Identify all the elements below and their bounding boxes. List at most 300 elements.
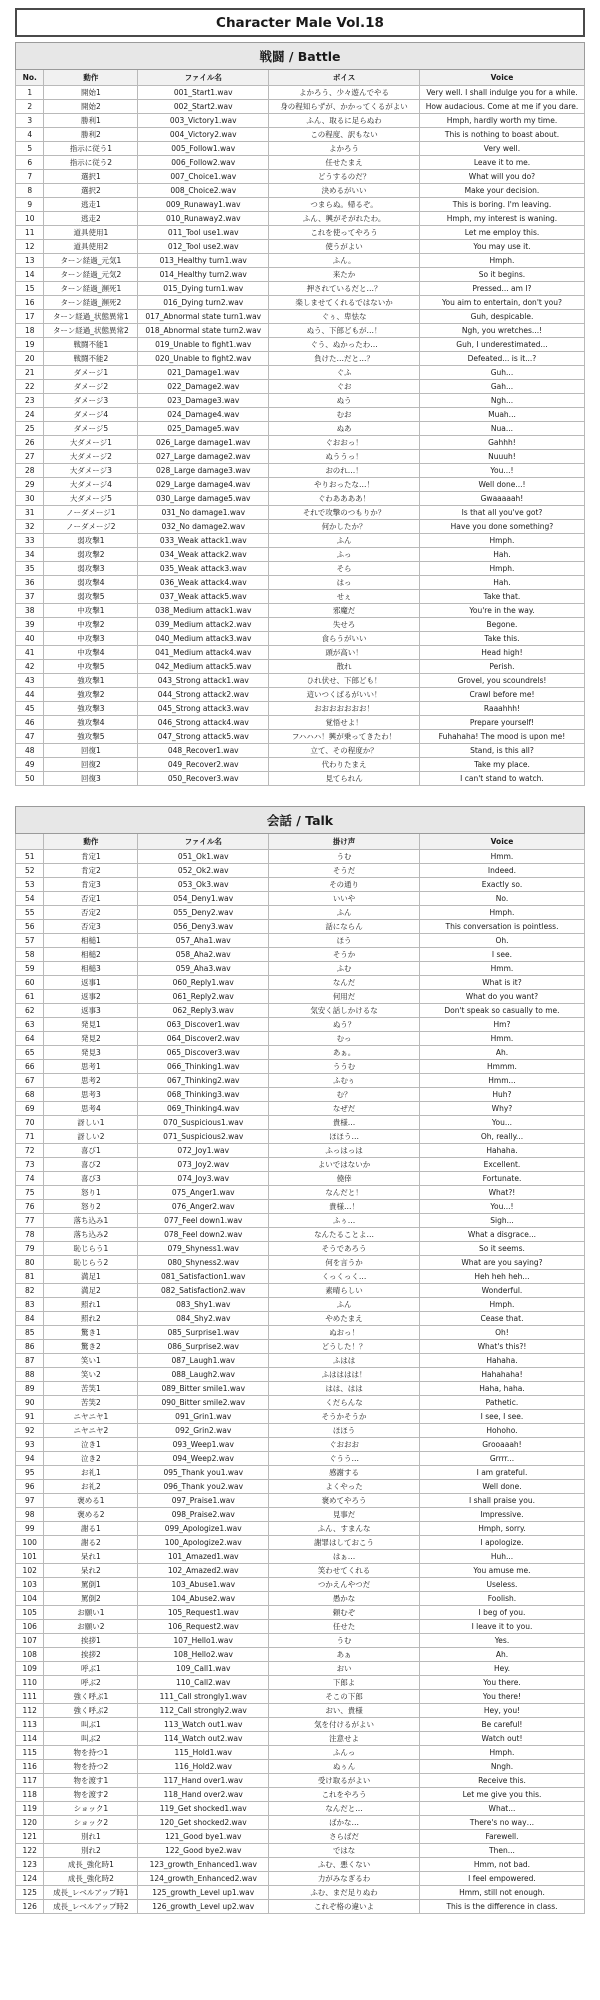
filename-cell: 098_Praise2.wav xyxy=(138,1508,269,1522)
filename-cell: 107_Hello1.wav xyxy=(138,1634,269,1648)
voice-jp-cell: おおおおおおお！ xyxy=(269,702,420,716)
voice-en-cell: Gwaaaaah! xyxy=(419,492,584,506)
filename-cell: 013_Healthy turn1.wav xyxy=(138,254,269,268)
row-number-cell: 85 xyxy=(16,1326,44,1340)
voice-jp-cell: ふん。 xyxy=(269,254,420,268)
row-number-cell: 47 xyxy=(16,730,44,744)
filename-cell: 056_Deny3.wav xyxy=(138,920,269,934)
voice-jp-cell: 素晴らしい xyxy=(269,1284,420,1298)
table-row xyxy=(16,716,585,730)
voice-jp-cell: そうだ xyxy=(269,864,420,878)
table-row xyxy=(16,1018,585,1032)
filename-cell: 101_Amazed1.wav xyxy=(138,1550,269,1564)
filename-cell: 022_Damage2.wav xyxy=(138,380,269,394)
voice-en-cell: Hmm. xyxy=(419,962,584,976)
filename-cell: 028_Large damage3.wav xyxy=(138,464,269,478)
voice-en-cell: Hmph, my interest is waning. xyxy=(419,212,584,226)
action-cell: 怒り1 xyxy=(44,1186,138,1200)
filename-cell: 123_growth_Enhanced1.wav xyxy=(138,1858,269,1872)
voice-jp-cell: そうか xyxy=(269,948,420,962)
table-row xyxy=(16,1844,585,1858)
voice-en-cell: Nuuuh! xyxy=(419,450,584,464)
row-number-cell: 87 xyxy=(16,1354,44,1368)
voice-en-cell: Watch out! xyxy=(419,1732,584,1746)
filename-cell: 016_Dying turn2.wav xyxy=(138,296,269,310)
battle-voice-table xyxy=(15,42,585,786)
table-row xyxy=(16,324,585,338)
action-cell: 物を持つ1 xyxy=(44,1746,138,1760)
table-row xyxy=(16,422,585,436)
row-number-cell: 117 xyxy=(16,1774,44,1788)
row-number-cell: 10 xyxy=(16,212,44,226)
filename-cell: 047_Strong attack5.wav xyxy=(138,730,269,744)
table-row xyxy=(16,976,585,990)
document-title: Character Male Vol.18 xyxy=(15,8,585,37)
filename-cell: 060_Reply1.wav xyxy=(138,976,269,990)
table-row xyxy=(16,1620,585,1634)
row-number-cell: 91 xyxy=(16,1410,44,1424)
filename-cell: 058_Aha2.wav xyxy=(138,948,269,962)
table-row xyxy=(16,1872,585,1886)
table-row xyxy=(16,1186,585,1200)
row-number-cell: 76 xyxy=(16,1200,44,1214)
table-row xyxy=(16,366,585,380)
action-cell: 呼ぶ1 xyxy=(44,1662,138,1676)
column-header-no: No. xyxy=(16,70,44,86)
table-row xyxy=(16,226,585,240)
filename-cell: 099_Apologize1.wav xyxy=(138,1522,269,1536)
filename-cell: 051_Ok1.wav xyxy=(138,850,269,864)
column-header-voice-jp: ボイス xyxy=(269,70,420,86)
table-row xyxy=(16,156,585,170)
row-number-cell: 62 xyxy=(16,1004,44,1018)
action-cell: 相槌3 xyxy=(44,962,138,976)
row-number-cell: 72 xyxy=(16,1144,44,1158)
table-row xyxy=(16,1368,585,1382)
voice-en-cell: So it begins. xyxy=(419,268,584,282)
row-number-cell: 5 xyxy=(16,142,44,156)
voice-jp-cell: 受け取るがよい xyxy=(269,1774,420,1788)
voice-en-cell: Hmm. xyxy=(419,1032,584,1046)
action-cell: 驚き1 xyxy=(44,1326,138,1340)
row-number-cell: 20 xyxy=(16,352,44,366)
action-cell: 訝しい1 xyxy=(44,1116,138,1130)
voice-jp-cell: ぬう？ xyxy=(269,1018,420,1032)
voice-en-cell: Farewell. xyxy=(419,1830,584,1844)
table-row xyxy=(16,310,585,324)
table-row xyxy=(16,1116,585,1130)
row-number-cell: 106 xyxy=(16,1620,44,1634)
filename-cell: 052_Ok2.wav xyxy=(138,864,269,878)
filename-cell: 088_Laugh2.wav xyxy=(138,1368,269,1382)
filename-cell: 082_Satisfaction2.wav xyxy=(138,1284,269,1298)
table-row xyxy=(16,1774,585,1788)
table-row xyxy=(16,1326,585,1340)
filename-cell: 081_Satisfaction1.wav xyxy=(138,1270,269,1284)
table-row xyxy=(16,744,585,758)
action-cell: 成長_強化時1 xyxy=(44,1858,138,1872)
filename-cell: 057_Aha1.wav xyxy=(138,934,269,948)
voice-en-cell: Guh... xyxy=(419,366,584,380)
filename-cell: 100_Apologize2.wav xyxy=(138,1536,269,1550)
table-row xyxy=(16,548,585,562)
row-number-cell: 90 xyxy=(16,1396,44,1410)
voice-en-cell: I apologize. xyxy=(419,1536,584,1550)
row-number-cell: 65 xyxy=(16,1046,44,1060)
filename-cell: 076_Anger2.wav xyxy=(138,1200,269,1214)
filename-cell: 035_Weak attack3.wav xyxy=(138,562,269,576)
voice-jp-cell: うむ xyxy=(269,1634,420,1648)
action-cell: 叫ぶ1 xyxy=(44,1718,138,1732)
voice-jp-cell: ほう xyxy=(269,934,420,948)
table-row xyxy=(16,892,585,906)
voice-jp-cell: ぐおおっ！ xyxy=(269,436,420,450)
voice-en-cell: What is it? xyxy=(419,976,584,990)
filename-cell: 085_Surprise1.wav xyxy=(138,1326,269,1340)
voice-en-cell: This conversation is pointless. xyxy=(419,920,584,934)
table-row xyxy=(16,1312,585,1326)
action-cell: 大ダメージ4 xyxy=(44,478,138,492)
table-row xyxy=(16,1144,585,1158)
voice-jp-cell: ふぅ… xyxy=(269,1214,420,1228)
filename-cell: 075_Anger1.wav xyxy=(138,1186,269,1200)
voice-en-cell: Useless. xyxy=(419,1578,584,1592)
action-cell: 道具使用2 xyxy=(44,240,138,254)
action-cell: 戦闘不能2 xyxy=(44,352,138,366)
filename-cell: 068_Thinking3.wav xyxy=(138,1088,269,1102)
filename-cell: 033_Weak attack1.wav xyxy=(138,534,269,548)
action-cell: 罵倒1 xyxy=(44,1578,138,1592)
voice-jp-cell: むっ xyxy=(269,1032,420,1046)
action-cell: 叫ぶ2 xyxy=(44,1732,138,1746)
table-row xyxy=(16,1564,585,1578)
action-cell: ダメージ5 xyxy=(44,422,138,436)
filename-cell: 061_Reply2.wav xyxy=(138,990,269,1004)
row-number-cell: 51 xyxy=(16,850,44,864)
row-number-cell: 89 xyxy=(16,1382,44,1396)
filename-cell: 065_Discover3.wav xyxy=(138,1046,269,1060)
table-row xyxy=(16,646,585,660)
action-cell: 回復2 xyxy=(44,758,138,772)
table-row xyxy=(16,1088,585,1102)
filename-cell: 103_Abuse1.wav xyxy=(138,1578,269,1592)
voice-jp-cell: ぐわああああ！ xyxy=(269,492,420,506)
table-row xyxy=(16,1788,585,1802)
voice-jp-cell: その通り xyxy=(269,878,420,892)
action-cell: 照れ2 xyxy=(44,1312,138,1326)
action-cell: ターン経過_状態異常2 xyxy=(44,324,138,338)
voice-en-cell: Cease that. xyxy=(419,1312,584,1326)
voice-jp-cell: 決めるがいい xyxy=(269,184,420,198)
row-number-cell: 114 xyxy=(16,1732,44,1746)
table-row xyxy=(16,1102,585,1116)
voice-en-cell: Then... xyxy=(419,1844,584,1858)
table-row xyxy=(16,1858,585,1872)
voice-en-cell: Let me give you this. xyxy=(419,1788,584,1802)
filename-cell: 015_Dying turn1.wav xyxy=(138,282,269,296)
filename-cell: 007_Choice1.wav xyxy=(138,170,269,184)
action-cell: 照れ1 xyxy=(44,1298,138,1312)
voice-en-cell: Ah. xyxy=(419,1046,584,1060)
voice-en-cell: Grovel, you scoundrels! xyxy=(419,674,584,688)
voice-jp-cell: やめたまえ xyxy=(269,1312,420,1326)
row-number-cell: 17 xyxy=(16,310,44,324)
table-row xyxy=(16,758,585,772)
voice-en-cell: Ngh, you wretches...! xyxy=(419,324,584,338)
voice-jp-cell: これをやろう xyxy=(269,1788,420,1802)
voice-en-cell: Very well. I shall indulge you for a while. xyxy=(419,86,584,100)
voice-jp-cell: なんだ xyxy=(269,976,420,990)
voice-en-cell: Wonderful. xyxy=(419,1284,584,1298)
voice-jp-cell: あぁ xyxy=(269,1648,420,1662)
table-row xyxy=(16,1200,585,1214)
action-cell: 満足2 xyxy=(44,1284,138,1298)
voice-en-cell: I see, I see. xyxy=(419,1410,584,1424)
voice-jp-cell: なんだと… xyxy=(269,1802,420,1816)
voice-jp-cell: 貴様…！ xyxy=(269,1200,420,1214)
filename-cell: 003_Victory1.wav xyxy=(138,114,269,128)
voice-en-cell: What a disgrace... xyxy=(419,1228,584,1242)
voice-jp-cell: ふん xyxy=(269,1298,420,1312)
voice-en-cell: Take my place. xyxy=(419,758,584,772)
row-number-cell: 55 xyxy=(16,906,44,920)
row-number-cell: 86 xyxy=(16,1340,44,1354)
filename-cell: 111_Call strongly1.wav xyxy=(138,1690,269,1704)
filename-cell: 120_Get shocked2.wav xyxy=(138,1816,269,1830)
voice-jp-cell: 褒めてやろう xyxy=(269,1494,420,1508)
voice-en-cell: Gah... xyxy=(419,380,584,394)
row-number-cell: 94 xyxy=(16,1452,44,1466)
voice-jp-cell: 任せたまえ xyxy=(269,156,420,170)
table-row xyxy=(16,632,585,646)
voice-jp-cell: 負けた…だと…？ xyxy=(269,352,420,366)
row-number-cell: 103 xyxy=(16,1578,44,1592)
action-cell: ダメージ3 xyxy=(44,394,138,408)
voice-jp-cell: ぬあ xyxy=(269,422,420,436)
table-row xyxy=(16,1578,585,1592)
voice-jp-cell: はっ xyxy=(269,576,420,590)
filename-cell: 071_Suspicious2.wav xyxy=(138,1130,269,1144)
voice-en-cell: Haha, haha. xyxy=(419,1382,584,1396)
voice-en-cell: Stand, is this all? xyxy=(419,744,584,758)
action-cell: 成長_強化時2 xyxy=(44,1872,138,1886)
action-cell: 罵倒2 xyxy=(44,1592,138,1606)
section-gap xyxy=(15,786,585,806)
voice-en-cell: Make your decision. xyxy=(419,184,584,198)
table-row xyxy=(16,1284,585,1298)
action-cell: お礼2 xyxy=(44,1480,138,1494)
filename-cell: 059_Aha3.wav xyxy=(138,962,269,976)
row-number-cell: 126 xyxy=(16,1900,44,1914)
voice-en-cell: Hmm, still not enough. xyxy=(419,1886,584,1900)
table-row xyxy=(16,1592,585,1606)
voice-jp-cell: 頭が高い！ xyxy=(269,646,420,660)
filename-cell: 032_No damage2.wav xyxy=(138,520,269,534)
action-cell: 肯定1 xyxy=(44,850,138,864)
row-number-cell: 49 xyxy=(16,758,44,772)
voice-jp-cell: なぜだ xyxy=(269,1102,420,1116)
talk-section-heading: 会話 / Talk xyxy=(16,807,585,834)
row-number-cell: 15 xyxy=(16,282,44,296)
column-header-voice-en: Voice xyxy=(419,70,584,86)
action-cell: 強く呼ぶ2 xyxy=(44,1704,138,1718)
row-number-cell: 42 xyxy=(16,660,44,674)
voice-jp-cell: 失せろ xyxy=(269,618,420,632)
voice-jp-cell: そら xyxy=(269,562,420,576)
voice-jp-cell: 何用だ xyxy=(269,990,420,1004)
table-row xyxy=(16,534,585,548)
row-number-cell: 122 xyxy=(16,1844,44,1858)
action-cell: 発見1 xyxy=(44,1018,138,1032)
voice-en-cell: Be careful! xyxy=(419,1718,584,1732)
voice-jp-cell: 謝罪はしておこう xyxy=(269,1536,420,1550)
action-cell: 中攻撃5 xyxy=(44,660,138,674)
action-cell: お願い2 xyxy=(44,1620,138,1634)
voice-jp-cell: 押されているだと…？ xyxy=(269,282,420,296)
voice-en-cell: You there. xyxy=(419,1676,584,1690)
voice-jp-cell: おい、貴様 xyxy=(269,1704,420,1718)
voice-jp-cell: そうかそうか xyxy=(269,1410,420,1424)
table-row xyxy=(16,1900,585,1914)
table-row xyxy=(16,352,585,366)
table-row xyxy=(16,1550,585,1564)
row-number-cell: 3 xyxy=(16,114,44,128)
filename-cell: 119_Get shocked1.wav xyxy=(138,1802,269,1816)
voice-jp-cell: 気安く話しかけるな xyxy=(269,1004,420,1018)
filename-cell: 124_growth_Enhanced2.wav xyxy=(138,1872,269,1886)
voice-jp-cell: 何かしたか？ xyxy=(269,520,420,534)
filename-cell: 039_Medium attack2.wav xyxy=(138,618,269,632)
action-cell: ノーダメージ2 xyxy=(44,520,138,534)
voice-en-cell: Head high! xyxy=(419,646,584,660)
table-row xyxy=(16,1480,585,1494)
filename-cell: 115_Hold1.wav xyxy=(138,1746,269,1760)
voice-jp-cell: ふむ、悪くない xyxy=(269,1858,420,1872)
row-number-cell: 33 xyxy=(16,534,44,548)
action-cell: 弱攻撃1 xyxy=(44,534,138,548)
row-number-cell: 31 xyxy=(16,506,44,520)
action-cell: 否定1 xyxy=(44,892,138,906)
table-row xyxy=(16,618,585,632)
voice-en-cell: Let me employ this. xyxy=(419,226,584,240)
voice-en-cell: How audacious. Come at me if you dare. xyxy=(419,100,584,114)
action-cell: 喜び2 xyxy=(44,1158,138,1172)
action-cell: 発見3 xyxy=(44,1046,138,1060)
filename-cell: 011_Tool use1.wav xyxy=(138,226,269,240)
table-row xyxy=(16,1466,585,1480)
table-row xyxy=(16,1424,585,1438)
filename-cell: 083_Shy1.wav xyxy=(138,1298,269,1312)
filename-cell: 053_Ok3.wav xyxy=(138,878,269,892)
row-number-cell: 30 xyxy=(16,492,44,506)
row-number-cell: 98 xyxy=(16,1508,44,1522)
voice-jp-cell: ぬう xyxy=(269,394,420,408)
voice-jp-cell: ぬう、下郎どもが…！ xyxy=(269,324,420,338)
table-row xyxy=(16,1438,585,1452)
voice-en-cell: Indeed. xyxy=(419,864,584,878)
voice-jp-cell: さらばだ xyxy=(269,1830,420,1844)
voice-jp-cell: よいではないか xyxy=(269,1158,420,1172)
voice-en-cell: What's this?! xyxy=(419,1340,584,1354)
action-cell: 思考2 xyxy=(44,1074,138,1088)
table-row xyxy=(16,1634,585,1648)
filename-cell: 027_Large damage2.wav xyxy=(138,450,269,464)
voice-jp-cell: む？ xyxy=(269,1088,420,1102)
table-row xyxy=(16,520,585,534)
action-cell: 開始2 xyxy=(44,100,138,114)
row-number-cell: 53 xyxy=(16,878,44,892)
row-number-cell: 73 xyxy=(16,1158,44,1172)
voice-en-cell: Muah... xyxy=(419,408,584,422)
action-cell: 回復1 xyxy=(44,744,138,758)
action-cell: 中攻撃1 xyxy=(44,604,138,618)
voice-en-cell: You... xyxy=(419,1116,584,1130)
row-number-cell: 60 xyxy=(16,976,44,990)
action-cell: 驚き2 xyxy=(44,1340,138,1354)
row-number-cell: 27 xyxy=(16,450,44,464)
table-row xyxy=(16,878,585,892)
action-cell: 強攻撃5 xyxy=(44,730,138,744)
filename-cell: 092_Grin2.wav xyxy=(138,1424,269,1438)
filename-cell: 122_Good bye2.wav xyxy=(138,1844,269,1858)
filename-cell: 072_Joy1.wav xyxy=(138,1144,269,1158)
voice-en-cell: Hmph. xyxy=(419,562,584,576)
row-number-cell: 83 xyxy=(16,1298,44,1312)
column-header-action: 動作 xyxy=(44,834,138,850)
table-row xyxy=(16,1130,585,1144)
filename-cell: 125_growth_Level up1.wav xyxy=(138,1886,269,1900)
table-row xyxy=(16,128,585,142)
table-row xyxy=(16,1256,585,1270)
voice-jp-cell: ほほう… xyxy=(269,1130,420,1144)
voice-en-cell: Receive this. xyxy=(419,1774,584,1788)
action-cell: 物を渡す2 xyxy=(44,1788,138,1802)
voice-en-cell: Hahahaha! xyxy=(419,1368,584,1382)
action-cell: 強攻撃2 xyxy=(44,688,138,702)
voice-en-cell: You there! xyxy=(419,1690,584,1704)
action-cell: 呼ぶ2 xyxy=(44,1676,138,1690)
voice-en-cell: Fortunate. xyxy=(419,1172,584,1186)
table-row xyxy=(16,772,585,786)
row-number-cell: 107 xyxy=(16,1634,44,1648)
filename-cell: 006_Follow2.wav xyxy=(138,156,269,170)
action-cell: 別れ2 xyxy=(44,1844,138,1858)
filename-cell: 087_Laugh1.wav xyxy=(138,1354,269,1368)
action-cell: 呆れ1 xyxy=(44,1550,138,1564)
action-cell: ショック2 xyxy=(44,1816,138,1830)
row-number-cell: 88 xyxy=(16,1368,44,1382)
voice-en-cell: Impressive. xyxy=(419,1508,584,1522)
row-number-cell: 80 xyxy=(16,1256,44,1270)
action-cell: ニヤニヤ2 xyxy=(44,1424,138,1438)
action-cell: 謝る1 xyxy=(44,1522,138,1536)
voice-en-cell: I feel empowered. xyxy=(419,1872,584,1886)
action-cell: 開始1 xyxy=(44,86,138,100)
voice-en-cell: Hmm... xyxy=(419,1074,584,1088)
voice-en-cell: Grooaaah! xyxy=(419,1438,584,1452)
voice-jp-cell: 来たか xyxy=(269,268,420,282)
voice-jp-cell: 気を付けるがよい xyxy=(269,1718,420,1732)
voice-en-cell: You're in the way. xyxy=(419,604,584,618)
action-cell: 強攻撃1 xyxy=(44,674,138,688)
voice-jp-cell: あぁ。 xyxy=(269,1046,420,1060)
voice-jp-cell: ふはははは！ xyxy=(269,1368,420,1382)
table-row xyxy=(16,1676,585,1690)
table-row xyxy=(16,1662,585,1676)
action-cell: 恥じらう2 xyxy=(44,1256,138,1270)
action-cell: 訝しい2 xyxy=(44,1130,138,1144)
voice-jp-cell: はぁ… xyxy=(269,1550,420,1564)
